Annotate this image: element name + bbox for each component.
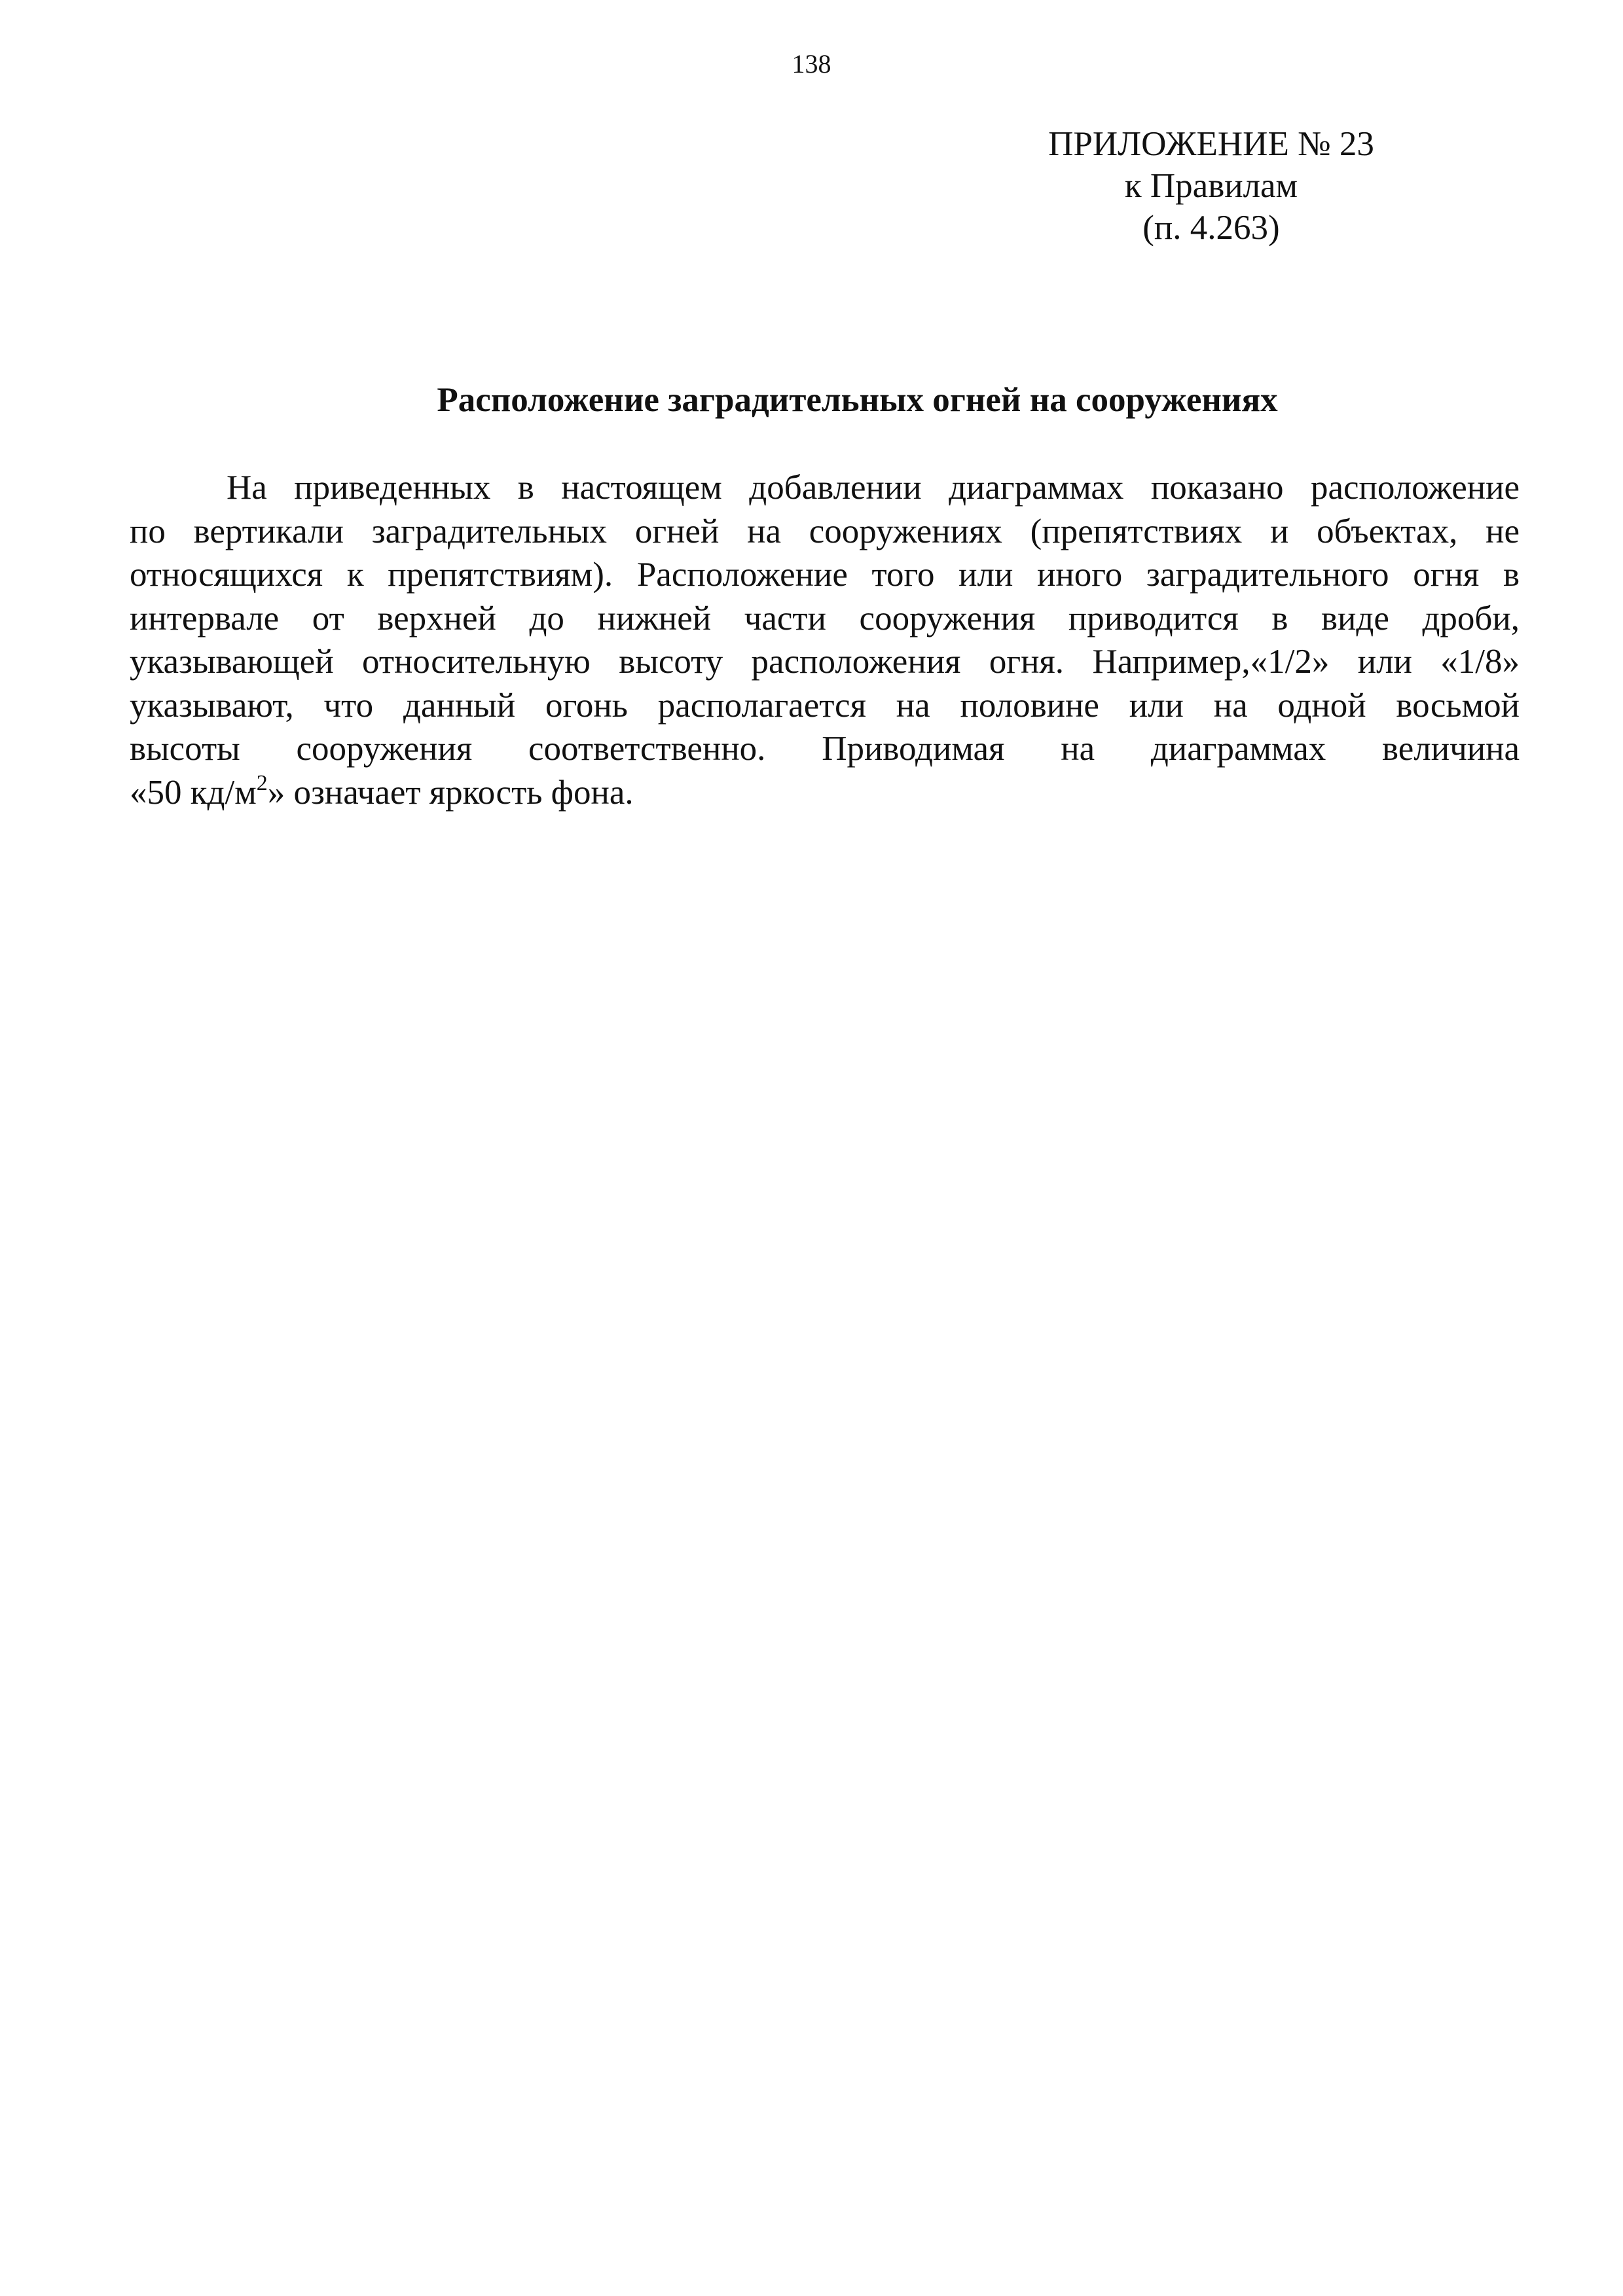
paragraph-line: относящихся к препятствиям). Расположение того или иного заградительного огня в bbox=[130, 556, 1520, 594]
appendix-clause: (п. 4.263) bbox=[1142, 209, 1280, 247]
paragraph-line: указывающей относительную высоту расположения огня. Например,«1/2» или «1/8» bbox=[130, 643, 1520, 681]
paragraph-line: высоты сооружения соответственно. Приводимая на диаграммах величина bbox=[130, 730, 1520, 768]
page-number: 138 bbox=[792, 49, 831, 79]
appendix-number: ПРИЛОЖЕНИЕ № 23 bbox=[1048, 125, 1374, 163]
paragraph-line-last bbox=[130, 771, 1520, 815]
superscript: 2 bbox=[256, 770, 268, 795]
paragraph-line: интервале от верхней до нижней части сооружения приводится в виде дроби, bbox=[130, 599, 1520, 637]
luminance-meaning: » означает яркость фона. bbox=[267, 773, 634, 812]
paragraph-line: На приведенных в настоящем добавлении диаграммах показано расположение bbox=[227, 469, 1520, 507]
luminance-text: «50 кд/м bbox=[130, 773, 257, 812]
appendix-reference: к Правилам bbox=[1124, 167, 1298, 205]
appendix-header bbox=[890, 123, 1532, 249]
document-title: Расположение заградительных огней на сооружениях bbox=[437, 381, 1278, 419]
paragraph-line: указывают, что данный огонь располагается на половине или на одной восьмой bbox=[130, 686, 1520, 725]
paragraph-line: по вертикали заградительных огней на сооружениях (препятствиях и объектах, не bbox=[130, 512, 1520, 550]
body-paragraph bbox=[130, 466, 1520, 814]
